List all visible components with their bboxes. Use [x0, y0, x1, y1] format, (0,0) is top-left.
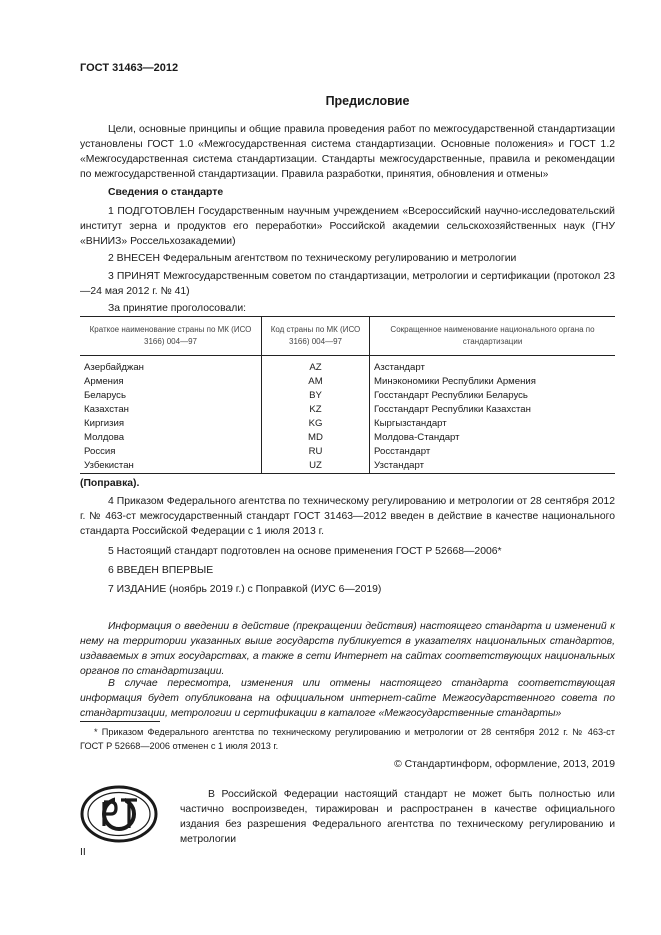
body-cell: Азстандарт — [374, 362, 425, 373]
page-title: Предисловие — [325, 94, 410, 108]
body-cell: Минэкономики Республики Армения — [374, 376, 536, 387]
copyright: © Стандартинформ, оформление, 2013, 2019 — [394, 759, 615, 770]
table-header-code: Код страны по МК (ИСО 3166) 004—97 — [262, 317, 370, 356]
country-cell: Узбекистан — [80, 459, 262, 474]
body-cell: Госстандарт Республики Беларусь — [374, 390, 528, 401]
table-row — [80, 403, 615, 417]
item-6-first: 6 ВВЕДЕН ВПЕРВЫЕ — [108, 565, 214, 576]
foreword-intro: Цели, основные принципы и общие правила проведения работ по межгосударственной стандартизации установлены ГОСТ 1.0 «Межгосударственная система стандартизации. Основные положения» и ГОСТ 1.2 «Межгосударственная система стандартизации. Стандарты межгосударственные, правила и рекомендации по межгосударственной стандартизации. Правила разработки, принятия, обновления и отмены» — [80, 124, 615, 180]
table-row — [80, 417, 615, 431]
table-row — [80, 445, 615, 459]
table-row — [80, 431, 615, 445]
reproduction-notice: В Российской Федерации настоящий стандарт не может быть полностью или частично воспроизведен, тиражирован и распространен в качестве официального издания без разрешения Федерального агентства по техническому регулированию и метрологии — [180, 789, 615, 845]
country-cell: Молдова — [80, 431, 262, 445]
standard-info-heading: Сведения о стандарте — [108, 187, 224, 198]
country-cell: Казахстан — [80, 403, 262, 417]
footnote-divider — [80, 721, 160, 722]
rst-logo — [80, 785, 158, 843]
code-cell: KZ — [262, 403, 370, 417]
item-2-introduced: 2 ВНЕСЕН Федеральным агентством по техническому регулированию и метрологии — [108, 253, 517, 264]
code-cell: KG — [262, 417, 370, 431]
country-cell: Азербайджан — [80, 356, 262, 376]
code-cell: AZ — [262, 356, 370, 376]
country-cell: Беларусь — [80, 389, 262, 403]
table-row — [80, 356, 615, 376]
page-number: II — [80, 847, 86, 858]
voted-label: За принятие проголосовали: — [108, 303, 247, 314]
notice-introduction-info: Информация о введении в действие (прекращении действия) настоящего стандарта и изменений к нему на территории указанных выше государств публикуется в указателях национальных стандартов, издаваемых в этих государствах, а также в сети Интернет на сайтах соответствующих национальных органов по стандартизации. — [80, 621, 615, 677]
item-7-edition: 7 ИЗДАНИЕ (ноябрь 2019 г.) с Поправкой (ИУС 6—2019) — [108, 584, 382, 595]
code-cell: UZ — [262, 459, 370, 474]
body-cell: Кыргызстандарт — [374, 418, 447, 429]
table-row — [80, 459, 615, 474]
body-cell: Росстандарт — [374, 446, 431, 457]
table-header-country: Краткое наименование страны по МК (ИСО 3166) 004—97 — [80, 317, 262, 356]
notice-revision-info: В случае пересмотра, изменения или отмены настоящего стандарта соответствующая информация будет опубликована на официальном интернет-сайте Межгосударственного совета по стандартизации, метрологии и сертификации в каталоге «Межгосударственные стандарты» — [80, 678, 615, 719]
country-cell: Киргизия — [80, 417, 262, 431]
voting-table — [80, 316, 615, 474]
footnote: * Приказом Федерального агентства по техническому регулированию и метрологии от 28 сентября 2012 г. № 463-ст ГОСТ Р 52668—2006 отменен с 1 июля 2013 г. — [80, 727, 615, 751]
item-5-basis: 5 Настоящий стандарт подготовлен на основе применения ГОСТ Р 52668—2006* — [108, 546, 502, 557]
table-row — [80, 389, 615, 403]
body-cell: Госстандарт Республики Казахстан — [374, 404, 531, 415]
code-cell: RU — [262, 445, 370, 459]
country-cell: Армения — [80, 375, 262, 389]
code-cell: AM — [262, 375, 370, 389]
body-cell: Молдова-Стандарт — [374, 432, 460, 443]
item-4-enacted: 4 Приказом Федерального агентства по техническому регулированию и метрологии от 28 сентября 2012 г. № 463-ст межгосударственный стандарт ГОСТ 31463—2012 введен в действие в качестве национального стандарта Российской Федерации с 1 июля 2013 г. — [80, 496, 615, 537]
item-1-prepared: 1 ПОДГОТОВЛЕН Государственным научным учреждением «Всероссийский научно-исследовательский институт зерна и продуктов его переработки» Российской академии сельскохозяйственных наук (ГНУ «ВНИИЗ» Россельхозакадемии) — [80, 206, 615, 247]
body-cell: Узстандарт — [370, 459, 616, 474]
code-cell: BY — [262, 389, 370, 403]
code-cell: MD — [262, 431, 370, 445]
document-code: ГОСТ 31463—2012 — [80, 62, 179, 74]
table-header-body: Сокращенное наименование национального органа по стандартизации — [370, 317, 616, 356]
country-cell: Россия — [80, 445, 262, 459]
item-3-adopted: 3 ПРИНЯТ Межгосударственным советом по стандартизации, метрологии и сертификации (протокол 23—24 мая 2012 г. № 41) — [80, 271, 615, 297]
table-row — [80, 375, 615, 389]
table-header-row — [80, 317, 615, 356]
amendment-note: (Поправка). — [80, 478, 140, 489]
rst-logo-icon — [80, 785, 158, 843]
